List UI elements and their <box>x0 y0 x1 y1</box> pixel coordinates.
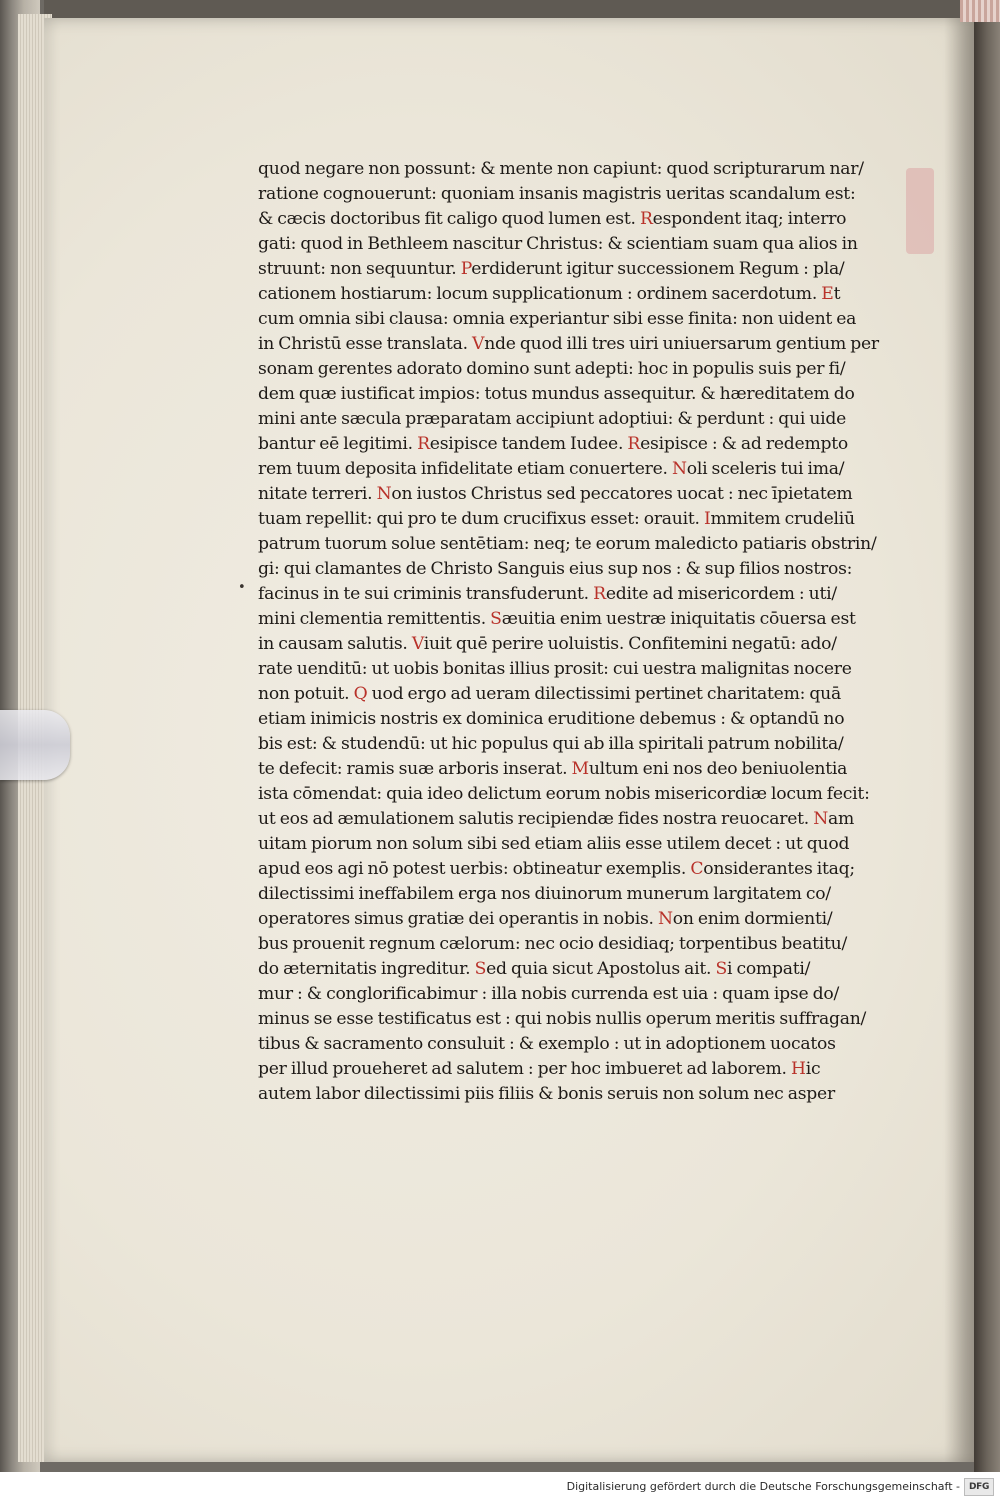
text-segment: mini ante sæcula præparatam accipiunt adoptiui: & perdunt : qui uide <box>258 409 847 429</box>
text-segment: erdiderunt igitur successionem Regum : pla/ <box>471 259 845 279</box>
text-segment: cum omnia sibi clausa: omnia experiantur sibi esse finita: non uident ea <box>258 309 857 329</box>
text-segment: gati: quod in Bethleem nascitur Christus: & scientiam suam qua alios in <box>258 234 858 254</box>
text-line <box>258 607 908 632</box>
text-line <box>258 207 908 232</box>
text-line <box>258 882 908 907</box>
text-segment: operatores simus gratiæ dei operantis in nobis. <box>258 909 658 929</box>
text-line <box>258 232 908 257</box>
text-line <box>258 957 908 982</box>
text-line <box>258 532 908 557</box>
text-line <box>258 832 908 857</box>
text-line <box>258 707 908 732</box>
text-segment: ic <box>805 1059 821 1079</box>
text-line <box>258 582 908 607</box>
text-line <box>258 657 908 682</box>
text-segment: on iustos Christus sed peccatores uocat : nec īpietatem <box>391 484 853 504</box>
scan-top-strip <box>44 0 974 18</box>
text-line <box>258 1007 908 1032</box>
rubricated-initial: P <box>460 259 472 279</box>
footer-bar <box>0 1472 1000 1502</box>
rubricated-initial: C <box>690 859 704 879</box>
text-segment: ista cōmendat: quia ideo delictum eorum nobis misericordiæ locum fecit: <box>258 784 870 804</box>
rubricated-initial: R <box>627 434 641 454</box>
text-segment: struunt: non sequuntur. <box>258 259 461 279</box>
text-segment: bis est: & studendū: ut hic populus qui ab illa spiritali patrum nobilita/ <box>258 734 844 754</box>
text-segment: do æternitatis ingreditur. <box>258 959 475 979</box>
text-segment: non potuit. <box>258 684 354 704</box>
text-line <box>258 432 908 457</box>
text-line <box>258 732 908 757</box>
text-segment: uod ergo ad ueram dilectissimi pertinet charitatem: quā <box>367 684 841 704</box>
text-segment: ed quia sicut Apostolus ait. <box>486 959 716 979</box>
text-line <box>258 307 908 332</box>
text-segment: on enim dormienti/ <box>672 909 833 929</box>
text-segment: & cæcis doctoribus fit caligo quod lumen est. <box>258 209 640 229</box>
rubricated-initial: V <box>472 334 485 354</box>
text-segment: in Christū esse translata. <box>258 334 473 354</box>
text-line <box>258 457 908 482</box>
text-line <box>258 982 908 1007</box>
text-segment: autem labor dilectissimi piis filiis & bonis seruis non solum nec asper <box>258 1084 835 1104</box>
text-line <box>258 1057 908 1082</box>
text-line <box>258 407 908 432</box>
text-segment: edite ad misericordem : uti/ <box>605 584 837 604</box>
text-segment: dem quæ iustificat impios: totus mundus assequitur. & hæreditatem do <box>258 384 855 404</box>
text-segment: ultum eni nos deo beniuolentia <box>588 759 848 779</box>
rubricated-initial: N <box>376 484 392 504</box>
text-line <box>258 807 908 832</box>
text-line <box>258 632 908 657</box>
text-segment: esipisce : & ad redempto <box>640 434 849 454</box>
text-line <box>258 257 908 282</box>
dfg-logo-icon: DFG <box>964 1478 994 1496</box>
text-line <box>258 157 908 182</box>
rubricated-initial: V <box>411 634 424 654</box>
text-segment: ut eos ad æmulationem salutis recipiendæ fides nostra reuocaret. <box>258 809 814 829</box>
text-segment: patrum tuorum solue sentētiam: neq; te eorum maledicto patiaris obstrin/ <box>258 534 877 554</box>
text-segment: sonam gerentes adorato domino sunt adepti: hoc in populis suis per fi/ <box>258 359 846 379</box>
text-segment: mmitem crudeliū <box>710 509 855 529</box>
page-holder-clip <box>0 710 70 780</box>
margin-red-mark <box>906 168 934 254</box>
text-line <box>258 1032 908 1057</box>
text-segment: te defecit: ramis suæ arboris inserat. <box>258 759 572 779</box>
rubricated-initial: S <box>474 959 487 979</box>
rubricated-initial: Q <box>353 684 368 704</box>
page-text-block <box>258 157 908 1107</box>
rubricated-initial: R <box>417 434 430 454</box>
text-segment: esipisce tandem Iudee. <box>429 434 628 454</box>
text-line <box>258 332 908 357</box>
bookmark-ribbon <box>960 0 1000 22</box>
text-segment: cationem hostiarum: locum supplicationum : ordinem sacerdotum. <box>258 284 822 304</box>
text-line <box>258 907 908 932</box>
text-line <box>258 782 908 807</box>
text-line <box>258 1082 908 1107</box>
text-segment: uitam piorum non solum sibi sed etiam aliis esse utilem decet : ut quod <box>258 834 850 854</box>
text-segment: iuit quē perire uoluistis. Confitemini negatū: ado/ <box>423 634 837 654</box>
rubricated-initial: R <box>593 584 606 604</box>
text-segment: minus se esse testificatus est : qui nobis nullis operum meritis suffragan/ <box>258 1009 867 1029</box>
rubricated-initial: N <box>657 909 673 929</box>
text-line <box>258 482 908 507</box>
text-segment: quod negare non possunt: & mente non capiunt: quod scripturarum nar/ <box>258 159 864 179</box>
book-right-edge <box>974 0 1000 1472</box>
text-segment: mini clementia remittentis. <box>258 609 491 629</box>
gutter-shadow <box>944 18 974 1462</box>
text-segment: tuam repellit: qui pro te dum crucifixus esset: orauit. <box>258 509 704 529</box>
text-line <box>258 357 908 382</box>
text-segment: facinus in te sui criminis transfuderunt. <box>258 584 594 604</box>
text-segment: gi: qui clamantes de Christo Sanguis eius sup nos : & sup filios nostros: <box>258 559 853 579</box>
rubricated-initial: N <box>671 459 687 479</box>
text-segment: bus prouenit regnum cælorum: nec ocio desidiaq; torpentibus beatitu/ <box>258 934 848 954</box>
text-segment: tibus & sacramento consuluit : & exemplo : ut in adoptionem uocatos <box>258 1034 836 1054</box>
text-segment: etiam inimicis nostris ex dominica eruditione debemus : & optandū no <box>258 709 845 729</box>
rubricated-initial: M <box>571 759 589 779</box>
text-segment: espondent itaq; interro <box>652 209 847 229</box>
text-line <box>258 507 908 532</box>
text-segment: per illud proueheret ad salutem : per hoc imbueret ad laborem. <box>258 1059 791 1079</box>
rubricated-initial: I <box>703 509 711 529</box>
text-line <box>258 282 908 307</box>
text-segment: æuitia enim uestræ iniquitatis cōuersa est <box>501 609 856 629</box>
text-line <box>258 182 908 207</box>
text-segment: ratione cognouerunt: quoniam insanis magistris ueritas scandalum est: <box>258 184 856 204</box>
text-segment: rem tuum deposita infidelitate etiam conuertere. <box>258 459 672 479</box>
text-line <box>258 682 908 707</box>
text-segment: oli sceleris tui ima/ <box>686 459 845 479</box>
rubricated-initial: R <box>639 209 653 229</box>
text-segment: t <box>833 284 841 304</box>
text-segment: apud eos agi nō potest uerbis: obtineatur exemplis. <box>258 859 691 879</box>
footer-funding-text: Digitalisierung gefördert durch die Deutsche Forschungsgemeinschaft - <box>566 1480 960 1493</box>
text-segment: nde quod illi tres uiri uniuersarum gentium per <box>484 334 879 354</box>
rubricated-initial: H <box>790 1059 806 1079</box>
text-line <box>258 382 908 407</box>
rubricated-initial: S <box>490 609 502 629</box>
margin-tick-mark: • <box>238 580 246 595</box>
text-segment: onsiderantes itaq; <box>703 859 855 879</box>
text-line <box>258 557 908 582</box>
rubricated-initial: E <box>821 284 834 304</box>
text-line <box>258 932 908 957</box>
text-line <box>258 757 908 782</box>
text-segment: in causam salutis. <box>258 634 412 654</box>
text-segment: mur : & conglorificabimur : illa nobis currenda est uia : quam ipse do/ <box>258 984 840 1004</box>
text-segment: dilectissimi ineffabilem erga nos diuinorum munerum largitatem co/ <box>258 884 831 904</box>
rubricated-initial: N <box>813 809 829 829</box>
rubricated-initial: S <box>715 959 727 979</box>
text-segment: bantur eē legitimi. <box>258 434 418 454</box>
text-segment: rate uenditū: ut uobis bonitas illius prosit: cui uestra malignitas nocere <box>258 659 852 679</box>
text-segment: am <box>828 809 855 829</box>
text-segment: nitate terreri. <box>258 484 377 504</box>
text-line <box>258 857 908 882</box>
text-segment: i compati/ <box>727 959 811 979</box>
